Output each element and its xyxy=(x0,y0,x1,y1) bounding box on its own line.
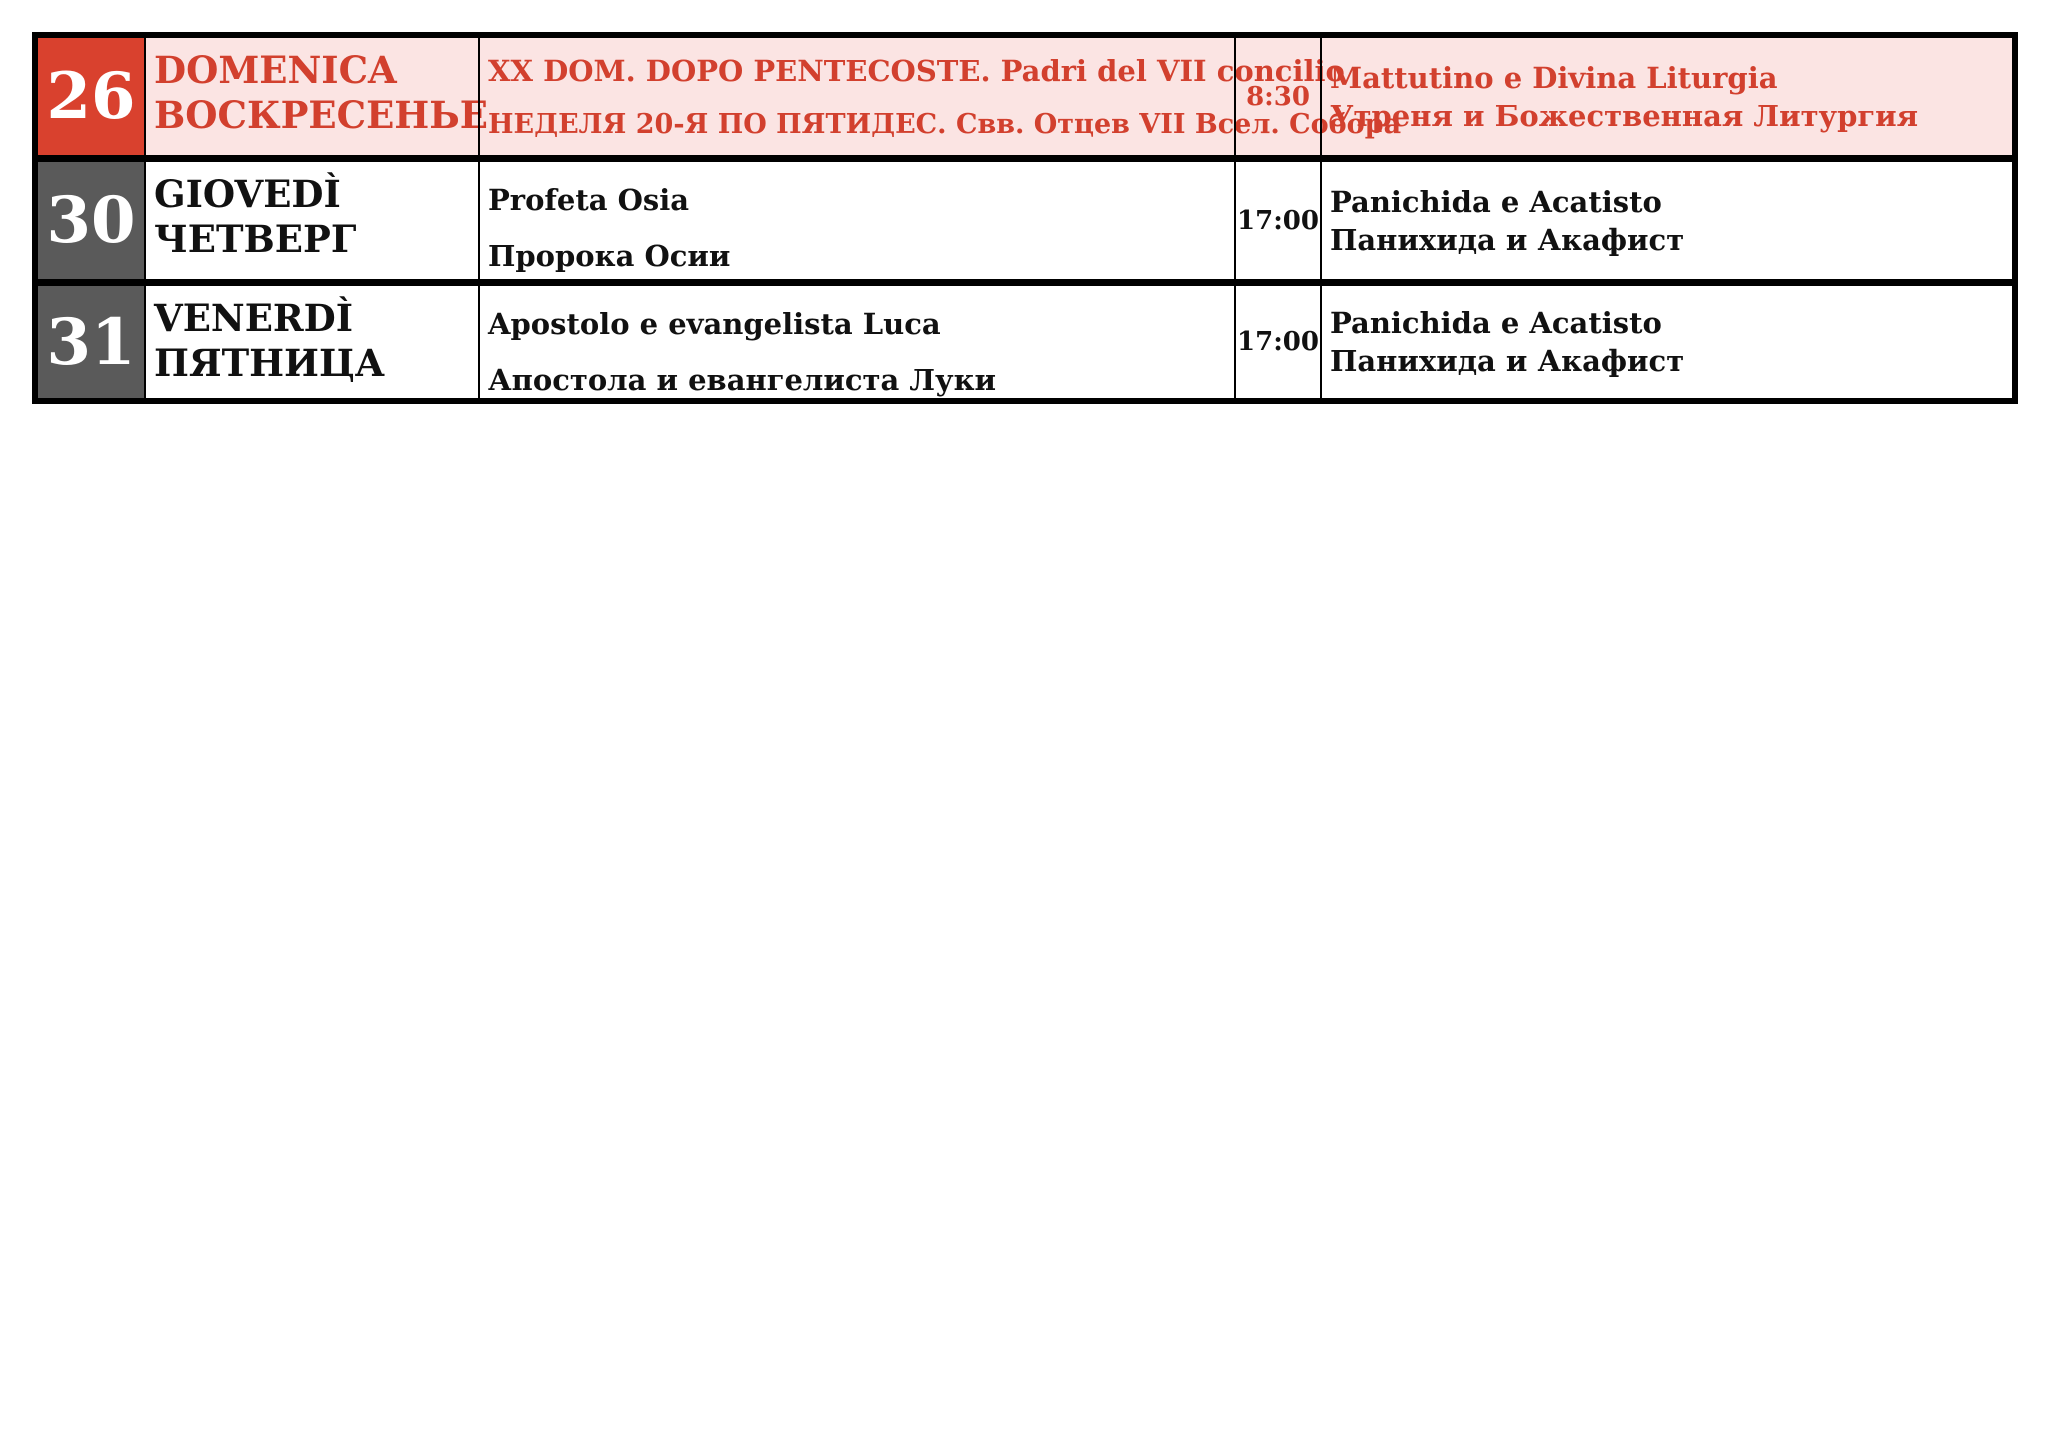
service-time: 8:30 xyxy=(1234,38,1320,155)
feast-russian: НЕДЕЛЯ 20-Я ПО ПЯТИДЕС. Свв. Отцев VII Всел. Собора xyxy=(488,109,1402,140)
date-badge: 26 xyxy=(38,38,144,155)
service-cell xyxy=(1320,38,2012,155)
day-name-russian: ПЯТНИЦА xyxy=(154,341,385,385)
schedule-row-sunday xyxy=(38,38,2012,162)
service-time: 17:00 xyxy=(1234,162,1320,279)
feast-russian: Пророка Осии xyxy=(488,239,731,273)
day-name-italian: DOMENICA xyxy=(154,48,397,92)
day-name-italian: GIOVEDÌ xyxy=(154,172,341,216)
schedule-row-friday xyxy=(38,286,2012,398)
feast-cell xyxy=(478,286,1234,398)
feast-italian: XX DOM. DOPO PENTECOSTE. Padri del VII concilio xyxy=(488,54,1345,88)
service-russian: Панихида и Акафист xyxy=(1330,222,1685,257)
feast-italian: Apostolo e evangelista Luca xyxy=(488,307,941,341)
day-cell xyxy=(144,286,478,398)
service-russian: Утреня и Божественная Литургия xyxy=(1330,98,1919,133)
day-name-russian: ЧЕТВЕРГ xyxy=(154,217,357,261)
service-cell xyxy=(1320,162,2012,279)
service-cell xyxy=(1320,286,2012,398)
feast-italian: Profeta Osia xyxy=(488,183,690,217)
service-russian: Панихида и Акафист xyxy=(1330,344,1685,378)
service-italian: Panichida e Acatisto xyxy=(1330,184,1662,219)
service-time: 17:00 xyxy=(1234,286,1320,398)
date-badge: 31 xyxy=(38,286,144,398)
feast-russian: Апостола и евангелиста Луки xyxy=(488,363,997,397)
schedule-table xyxy=(32,32,2018,404)
day-name-russian: ВОСКРЕСЕНЬЕ xyxy=(154,93,488,137)
schedule-row-thursday xyxy=(38,162,2012,286)
date-badge: 30 xyxy=(38,162,144,279)
day-name-italian: VENERDÌ xyxy=(154,296,354,340)
feast-cell xyxy=(478,162,1234,279)
service-italian: Mattutino e Divina Liturgia xyxy=(1330,60,1778,95)
service-italian: Panichida e Acatisto xyxy=(1330,306,1662,340)
day-cell xyxy=(144,162,478,279)
day-cell xyxy=(144,38,488,155)
